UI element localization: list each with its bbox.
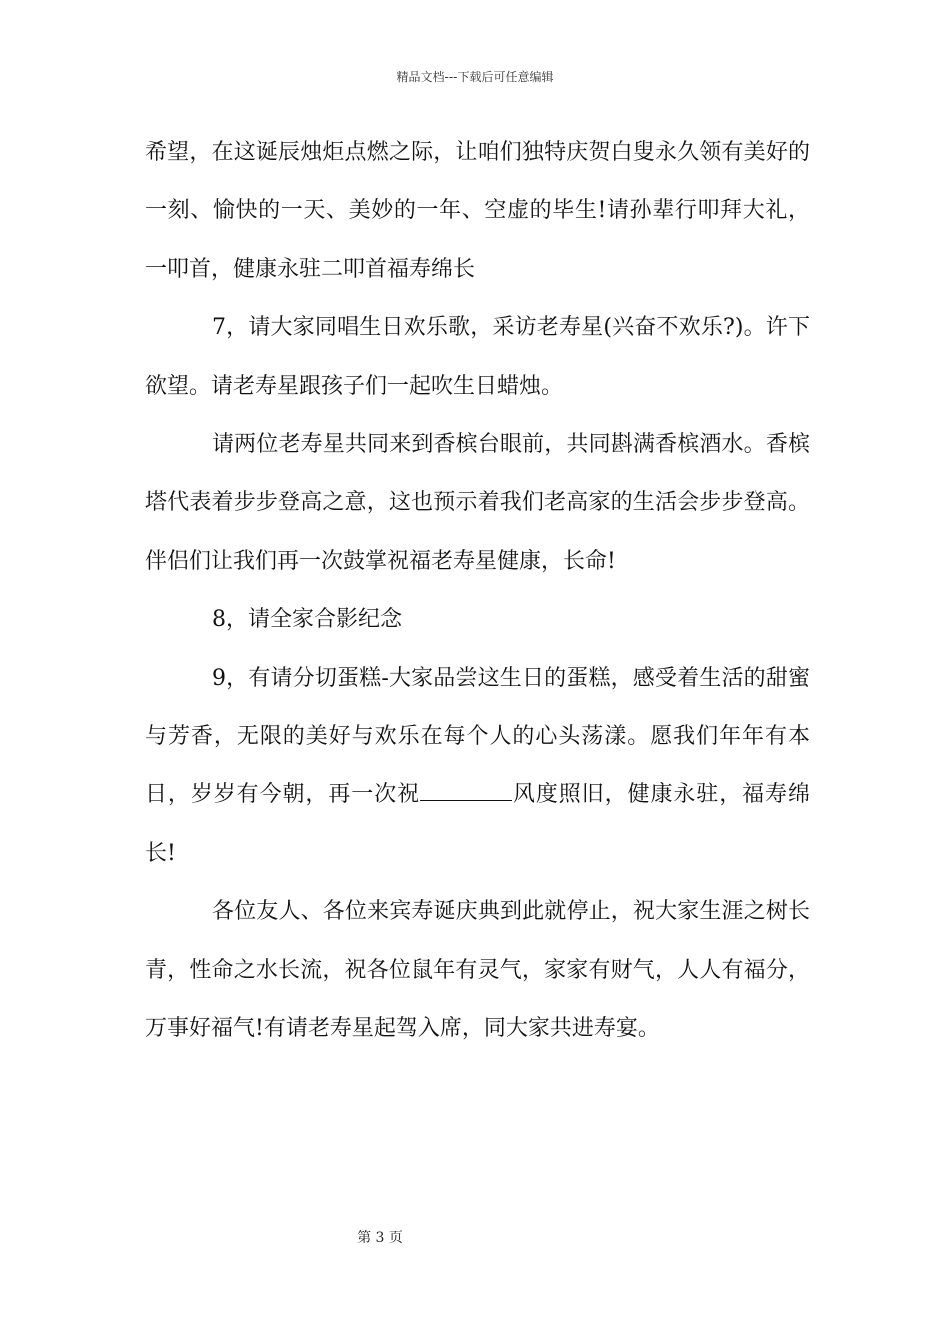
page-header: 精品文档---下载后可任意编辑: [396, 70, 554, 84]
paragraph-closing: 各位友人、各位来宾寿诞庆典到此就停止，祝大家生涯之树长青，性命之水长流，祝各位鼠年有灵气，家家有财气，人人有福分，万事好福气!有请老寿星起驾入席，同大家共进寿宴。: [145, 899, 810, 1042]
paragraph-item-9: [145, 650, 810, 884]
paragraph-item-9-text-after-blank: 风度照旧，健康永驻，福寿绵长!: [145, 782, 810, 866]
paragraph-champagne: 请两位老寿星共同来到香槟台眼前，共同斟满香槟酒水。香槟塔代表着步步登高之意，这也预示着我们老高家的生活会步步登高。伴侣们让我们再一次鼓掌祝福老寿星健康，长命!: [145, 432, 810, 574]
paragraph-item-8: 8，请全家合影纪念: [212, 607, 402, 633]
fill-in-blank-line: [420, 780, 512, 801]
document-body: [145, 124, 810, 1059]
paragraph-blessing: 希望，在这诞辰烛炬点燃之际，让咱们独特庆贺白叟永久领有美好的一刻、愉快的一天、美妙的一年、空虚的毕生!请孙辈行叩拜大礼，一叩首，健康永驻二叩首福寿绵长: [145, 140, 810, 282]
paragraph-item-9-text-before-blank: 9，有请分切蛋糕-大家品尝这生日的蛋糕，感受着生活的甜蜜与芳香，无限的美好与欢乐在每个人的心头荡漾。愿我们年年有本日，岁岁有今朝，再一次祝: [145, 665, 810, 808]
paragraph-item-7: 7，请大家同唱生日欢乐歌，采访老寿星(兴奋不欢乐?)。许下欲望。请老寿星跟孩子们一起吹生日蜡烛。: [145, 315, 810, 399]
page-number: 第 3 页: [357, 1230, 403, 1246]
